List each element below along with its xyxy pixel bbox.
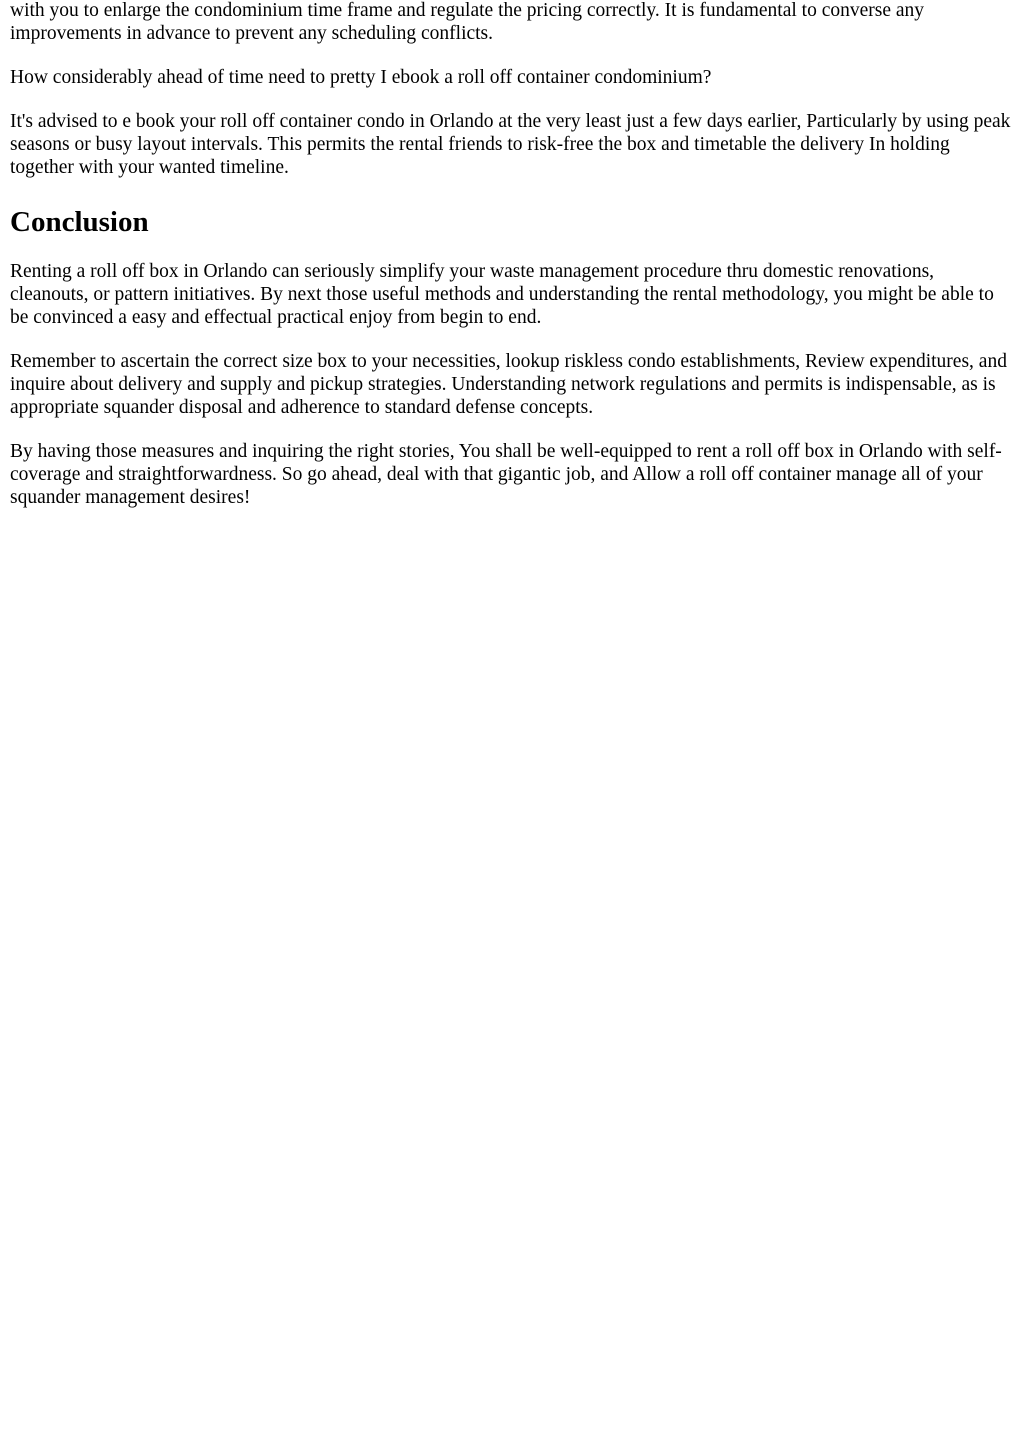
intro-paragraph: with you to enlarge the condominium time frame and regulate the pricing correctly. It is fundamental to converse any improvements in advance to prevent any scheduling conflicts.	[10, 0, 925, 44]
faq-answer: It's advised to e book your roll off container condo in Orlando at the very least just a few days earlier, Particularly by using peak seasons or busy layout intervals. This permits the rental friends to risk-free the box and timetable the delivery In holding together with your wanted timeline.	[10, 111, 1011, 178]
conclusion-paragraph-3: By having those measures and inquiring the right stories, You shall be well-equipped to rent a roll off box in Orlando with self-coverage and straightforwardness. So go ahead, deal with that gigantic job, and Allow a roll off container manage all of your squander management desires!	[10, 441, 1002, 508]
faq-question: How considerably ahead of time need to pretty I ebook a roll off container condominium?	[10, 67, 712, 88]
conclusion-paragraph-2: Remember to ascertain the correct size box to your necessities, lookup riskless condo establishments, Review expenditures, and inquire about delivery and supply and pickup strategies. Understanding network regulations and permits is indispensable, as is appropriate squander disposal and adherence to standard defense concepts.	[10, 351, 1007, 418]
article-body	[0, 0, 1024, 509]
conclusion-paragraph-1: Renting a roll off box in Orlando can seriously simplify your waste management procedure thru domestic renovations, cleanouts, or pattern initiatives. By next those useful methods and understanding the rental methodology, you might be able to be convinced a easy and effectual practical enjoy from begin to end.	[10, 261, 994, 328]
conclusion-heading: Conclusion	[10, 206, 149, 238]
